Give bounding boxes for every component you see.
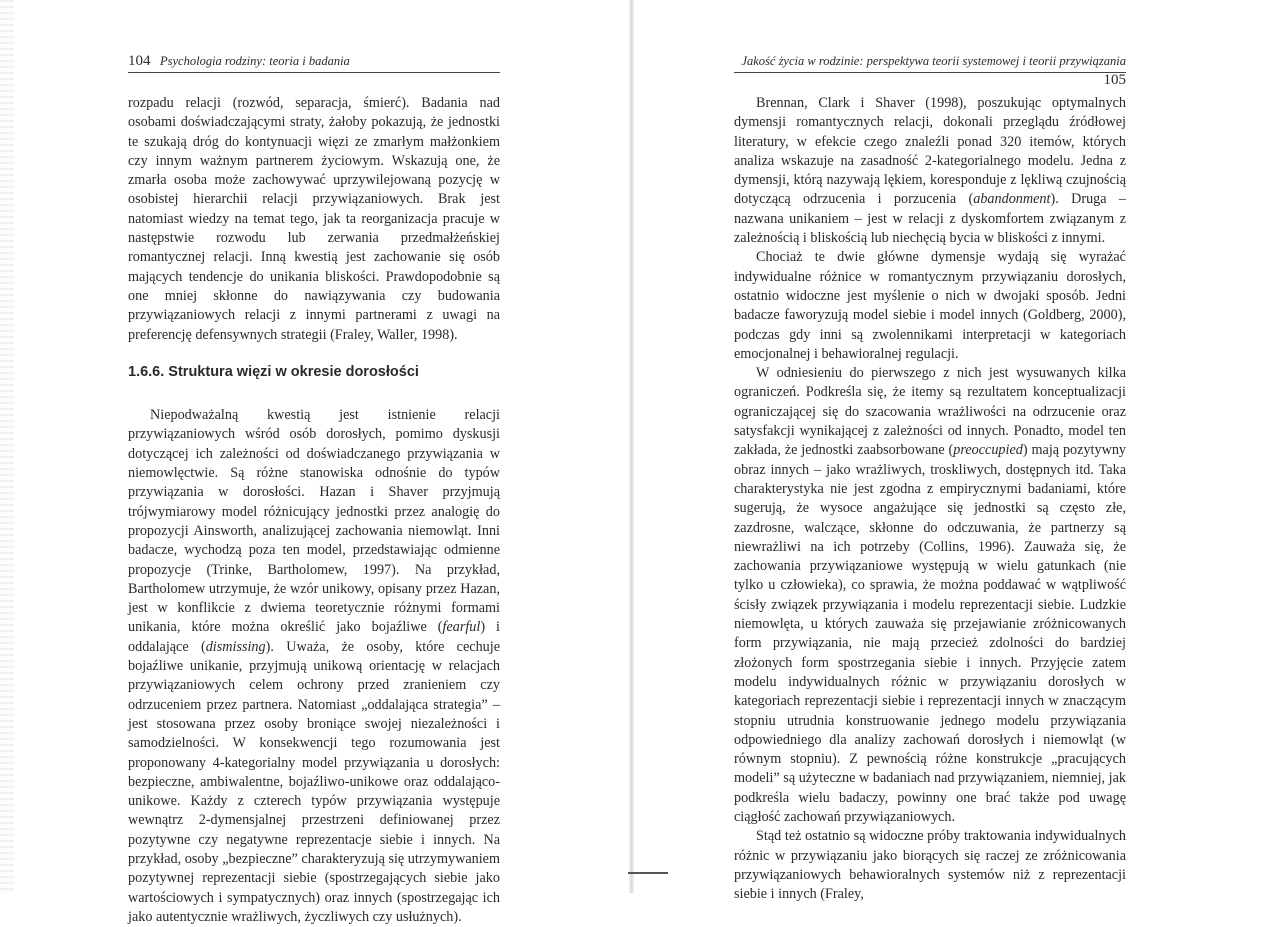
right-page-body	[734, 94, 1126, 904]
left-page-number: 104	[128, 53, 151, 69]
term-dismissing: dismissing	[205, 638, 266, 655]
right-running-header	[734, 52, 1126, 88]
right-paragraph-4: Stąd też ostatnio są widoczne próby traktowania indywidualnych różnic w przywiązaniu jako biorących się raczej ze zróżnicowania przywiązaniowych behawioralnych systemów niż z reprezentacji siebie i innych (Fraley,	[734, 828, 1126, 903]
right-page	[632, 0, 1263, 903]
right-paragraph-1	[734, 94, 1126, 248]
left-paragraph-2-part-a: Niepodważalną kwestią jest istnienie relacji przywiązaniowych wśród osób dorosłych, pomimo dyskusji dotyczącej ich zależności od doświadczanego przywiązania w niemowlęctwie. Są różne stanowiska odnośnie do typów przywiązania w dorosłości. Hazan i Shaver przyjmują trójwymiarowy model różnicujący jednostki przez analogię do propozycji Ainsworth, analizującej zachowania niemowląt. Inni badacze, wychodzą poza ten model, przedstawiając odmienne propozycje (Trinke, Bartholomew, 1997). Na przykład, Bartholomew utrzymuje, że wzór unikowy, opisany przez Hazan, jest w konflikcie z dwiema teoretycznie różnymi formami unikania, które można określić jako bojaźliwe (	[128, 407, 500, 636]
right-paragraph-1-part-b: ). Druga – nazwana unikaniem – jest w relacji z dyskomfortem związanym z zależnością i bliskością lub niechęcią bycia w bliskości z innymi.	[734, 191, 1126, 247]
section-heading: 1.6.6. Struktura więzi w okresie dorosłości	[128, 363, 419, 380]
term-abandonment: abandonment	[973, 191, 1051, 208]
left-paragraph-1: rozpadu relacji (rozwód, separacja, śmierć). Badania nad osobami doświadczającymi straty, żałoby pokazują, że jednostki te szukają dróg do kontynuacji więzi ze zmarłym małżonkiem czy innym ważnym partnerem życiowym. Wskazują one, że zmarła osoba może zachowywać uprzywilejowaną pozycję w osobistej hierarchii relacji przywiązaniowych. Brak jest natomiast wiedzy na temat tego, jak ta reorganizacja pracuje w następstwie rozwodu lub zerwania przedmałżeńskiej romantycznej relacji. Inną kwestią jest zachowanie się osób mających tendencje do unikania bliskości. Prawdopodobnie są one mniej skłonne do nawiązywania czy budowania przywiązaniowych relacji z innymi partnerami z uwagi na preferencję defensywnych strategii (Fraley, Waller, 1998).	[128, 95, 500, 343]
right-paragraph-1-part-a: Brennan, Clark i Shaver (1998), poszukując optymalnych dymensji romantycznych relacji, dokonali przeglądu źródłowej literatury, w efekcie czego znaleźli ponad 320 itemów, których analiza wskazuje na zasadność 2-kategorialnego modelu. Jedna z dymensji, którą nazywają lękiem, koresponduje z lękliwą czujnością dotyczącą odrzucenia i porzucenia (	[734, 95, 1126, 208]
gutter-bottom-mark	[628, 872, 668, 874]
right-running-head-title: Jakość życia w rodzinie: perspektywa teorii systemowej i teorii przywiązania	[741, 54, 1126, 68]
left-paragraph-2	[128, 406, 500, 927]
right-paragraph-3-part-a: W odniesieniu do pierwszego z nich jest wysuwanych kilka ograniczeń. Podkreśla się, że itemy są rezultatem konceptualizacji ograniczającej się do szacowania wrażliwości na odrzucenie oraz satysfakcji wynikającej z zależności od innych. Ponadto, model ten zakłada, że jednostki zaabsorbowane (	[734, 365, 1126, 459]
left-paragraph-2-part-c: ). Uważa, że osoby, które cechuje bojaźliwe unikanie, przyjmują unikową orientację w relacjach przywiązaniowych celem ochrony przed zranieniem czy odrzuceniem przez partnera. Natomiast „oddalająca strategia” – jest stosowana przez osoby broniące swojej niezależności i samodzielności. W konsekwencji tego rozumowania jest proponowany 4-kategorialny model przywiązania u dorosłych: bezpieczne, ambiwalentne, bojaźliwo-unikowe oraz oddalająco-unikowe. Każdy z czterech typów przywiązania występuje wewnątrz 2-dymensjalnej przestrzeni definiowanej przez pozytywne czy negatywne reprezentacje siebie i innych. Na przykład, osoby „bezpieczne” charakteryzują się utrzymywaniem pozytywnej reprezentacji siebie (spostrzegających siebie jako wartościowych i sympatycznych) oraz innych (spostrzegając ich jako autentycznie wrażliwych, życzliwych czy usłużnych).	[128, 638, 500, 925]
left-running-head-title: Psychologia rodziny: teoria i badania	[160, 54, 350, 68]
left-running-header	[128, 52, 500, 73]
term-preoccupied: preoccupied	[953, 442, 1023, 459]
right-paragraph-2: Chociaż te dwie główne dymensje wydają się wyrażać indywidualne różnice w romantycznym przywiązaniu dorosłych, ostatnio widoczne jest myślenie o nich w dwojaki sposób. Jedni badacze faworyzują model siebie i model innych (Goldberg, 2000), podczas gdy inni są zwolennikami interpretacji w kategoriach emocjonalnej i behawioralnej regulacji.	[734, 249, 1126, 362]
right-paragraph-3-part-b: ) mają pozytywny obraz innych – jako wrażliwych, troskliwych, dostępnych itd. Taka charakterystyka nie jest zgodna z empirycznymi badaniami, które sugerują, że wysoce angażujące się jednostki są często złe, zazdrosne, walczące, skłonne do odczuwania, że partnerzy są niewrażliwi na ich potrzeby (Collins, 1996). Zauważa się, że zachowania przywiązaniowe występują w wielu gatunkach (nie tylko u człowieka), co sprawia, że można poddawać w wątpliwość ścisły związek przywiązania i modelu reprezentacji siebie. Ludzkie niemowlęta, u których zauważa się przejawianie zróżnicowanych form przywiązania, nie mają przecież zdolności do bardziej złożonych form spostrzegania siebie i innych. Przyjęcie zatem modelu indywidualnych różnic w przywiązaniu dorosłych w kategoriach reprezentacji siebie i reprezentacji innych w znaczącym stopniu utrudnia konstruowanie jednego modelu przywiązania odpowiedniego dla analizy zachowań dorosłych i niemowląt (w równym stopniu). Z pewnością różne konstrukcje „pracujących modeli” są użyteczne w badaniach nad przywiązaniem, niemniej, jak podkreśla wielu badaczy, powinny one brać także pod uwagę ciągłość zachowań przywiązaniowych.	[734, 442, 1127, 825]
left-page-body	[128, 94, 500, 927]
term-fearful: fearful	[442, 619, 481, 636]
left-paragraph-2-part-b: ) i oddalające (	[128, 619, 500, 655]
right-page-number: 105	[1103, 72, 1126, 88]
right-paragraph-3	[734, 364, 1126, 827]
left-page	[0, 0, 631, 925]
